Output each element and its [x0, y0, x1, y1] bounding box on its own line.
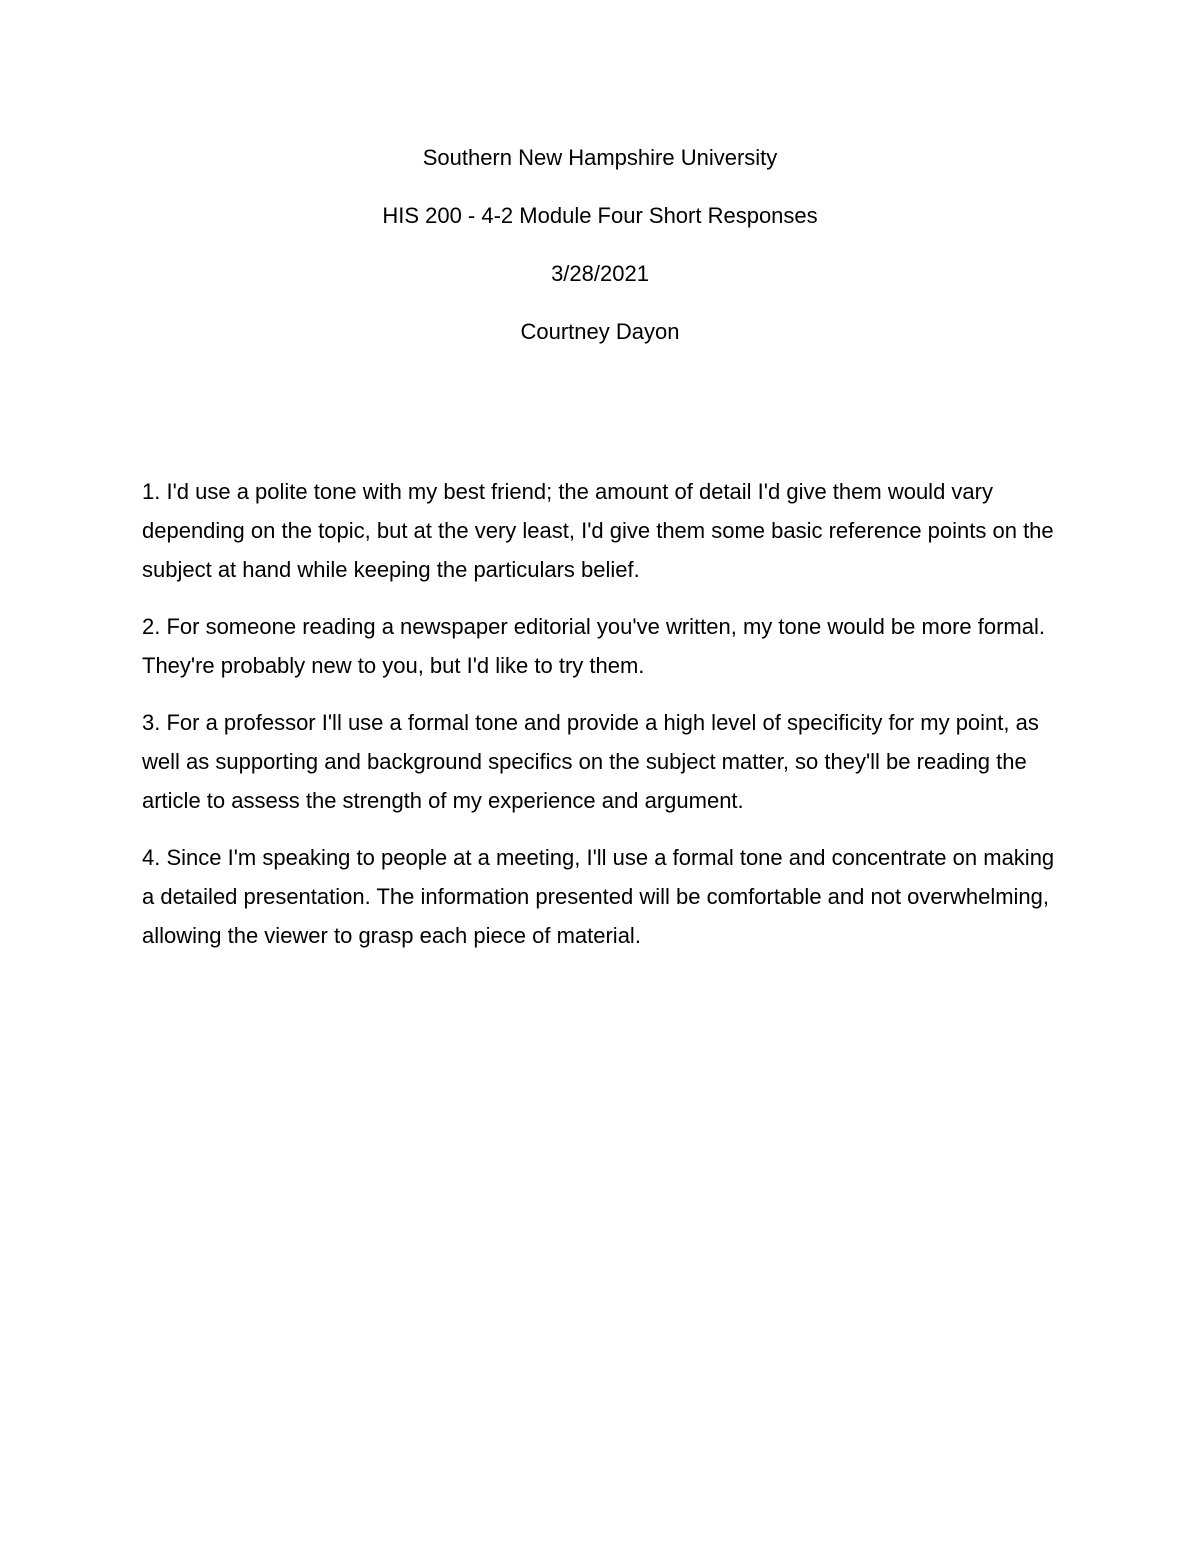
institution-name: Southern New Hampshire University: [422, 145, 778, 170]
response-paragraph-4: 4. Since I'm speaking to people at a meeting, I'll use a formal tone and concentrate on making a detailed presentation. The information presented will be comfortable and not overwhelming, allowing the viewer to grasp each piece of material.: [142, 845, 1055, 948]
author-name: Courtney Dayon: [520, 319, 680, 344]
document-date: 3/28/2021: [551, 261, 649, 286]
response-paragraph-2: 2. For someone reading a newspaper editorial you've written, my tone would be more formal. They're probably new to you, but I'd like to try them.: [142, 614, 1045, 678]
response-paragraph-1: 1. I'd use a polite tone with my best friend; the amount of detail I'd give them would vary depending on the topic, but at the very least, I'd give them some basic reference points on the subject at hand while keeping the particulars belief.: [142, 479, 1054, 582]
document-body: [142, 472, 1067, 973]
response-paragraph-3: 3. For a professor I'll use a formal tone and provide a high level of specificity for my point, as well as supporting and background specifics on the subject matter, so they'll be reading the article to assess the strength of my experience and argument.: [142, 710, 1039, 813]
document-header: [0, 140, 1200, 372]
course-title: HIS 200 - 4-2 Module Four Short Responses: [382, 203, 818, 228]
